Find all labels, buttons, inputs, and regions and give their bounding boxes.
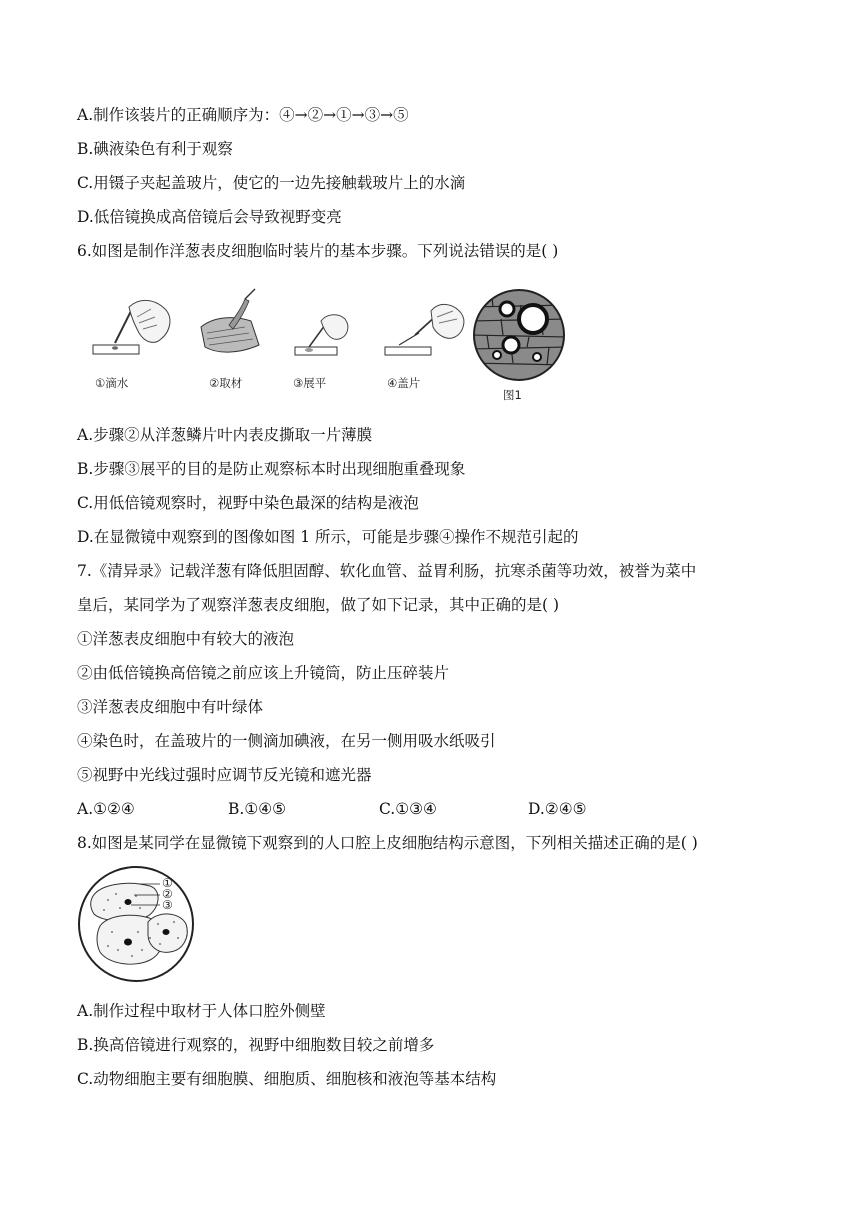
step-take-material-figure: [193, 287, 293, 397]
q6-stem: 6.如图是制作洋葱表皮细胞临时装片的基本步骤。下列说法错误的是( ): [77, 242, 559, 260]
q7-statement-5: ⑤视野中光线过强时应调节反光镜和遮光器: [77, 766, 372, 784]
caption-step1: ①滴水: [95, 376, 129, 390]
q7-option-d: D.②④⑤: [528, 800, 587, 818]
q6-option-b: B.步骤③展平的目的是防止观察标本时出现细胞重叠现象: [77, 460, 466, 478]
figure-1-microscope-view: [471, 287, 575, 402]
q8-option-a: A.制作过程中取材于人体口腔外侧壁: [77, 1002, 326, 1020]
q7-option-a: A.①②④: [77, 800, 135, 818]
q8-label-3: ③: [162, 898, 173, 912]
q7-stem-line2: 皇后，某同学为了观察洋葱表皮细胞，做了如下记录，其中正确的是( ): [77, 596, 560, 614]
step-cover-slip-figure: [377, 287, 477, 397]
q5-option-a: A.制作该装片的正确顺序为：④→②→①→③→⑤: [77, 106, 409, 124]
q7-statement-2: ②由低倍镜换高倍镜之前应该上升镜筒，防止压碎装片: [77, 664, 450, 682]
q7-stem-line1: 7.《清异录》记载洋葱有降低胆固醇、软化血管、益胃利肠，抗寒杀菌等功效，被誉为菜中: [77, 562, 697, 580]
q6-option-a: A.步骤②从洋葱鳞片叶内表皮撕取一片薄膜: [77, 426, 373, 444]
caption-figure1: 图1: [503, 388, 522, 402]
caption-step4: ④盖片: [387, 376, 421, 390]
q7-statement-1: ①洋葱表皮细胞中有较大的液泡: [77, 630, 295, 648]
q5-option-b: B.碘液染色有利于观察: [77, 140, 233, 158]
q8-label-1: ①: [162, 876, 173, 890]
q6-option-d: D.在显微镜中观察到的图像如图 1 所示，可能是步骤④操作不规范引起的: [77, 528, 579, 546]
q7-option-c: C.①③④: [379, 800, 437, 818]
step-drip-water-figure: [85, 287, 185, 397]
caption-step2: ②取材: [209, 376, 243, 390]
q7-option-b: B.①④⑤: [228, 800, 287, 818]
step-flatten-figure: [289, 287, 389, 397]
q8-stem: 8.如图是某同学在显微镜下观察到的人口腔上皮细胞结构示意图，下列相关描述正确的是( ): [77, 834, 698, 852]
q8-option-b: B.换高倍镜进行观察的，视野中细胞数目较之前增多: [77, 1036, 435, 1054]
q6-option-c: C.用低倍镜观察时，视野中染色最深的结构是液泡: [77, 494, 419, 512]
q7-statement-3: ③洋葱表皮细胞中有叶绿体: [77, 698, 264, 716]
q5-option-d: D.低倍镜换成高倍镜后会导致视野变亮: [77, 208, 342, 226]
q6-figure: [85, 287, 575, 405]
caption-step3: ③展平: [293, 376, 327, 390]
q8-label-2: ②: [162, 887, 173, 901]
q8-cheek-cell-figure: [78, 862, 196, 986]
q7-statement-4: ④染色时，在盖玻片的一侧滴加碘液，在另一侧用吸水纸吸引: [77, 732, 496, 750]
q5-option-c: C.用镊子夹起盖玻片，使它的一边先接触载玻片上的水滴: [77, 174, 466, 192]
q8-option-c: C.动物细胞主要有细胞膜、细胞质、细胞核和液泡等基本结构: [77, 1070, 497, 1088]
